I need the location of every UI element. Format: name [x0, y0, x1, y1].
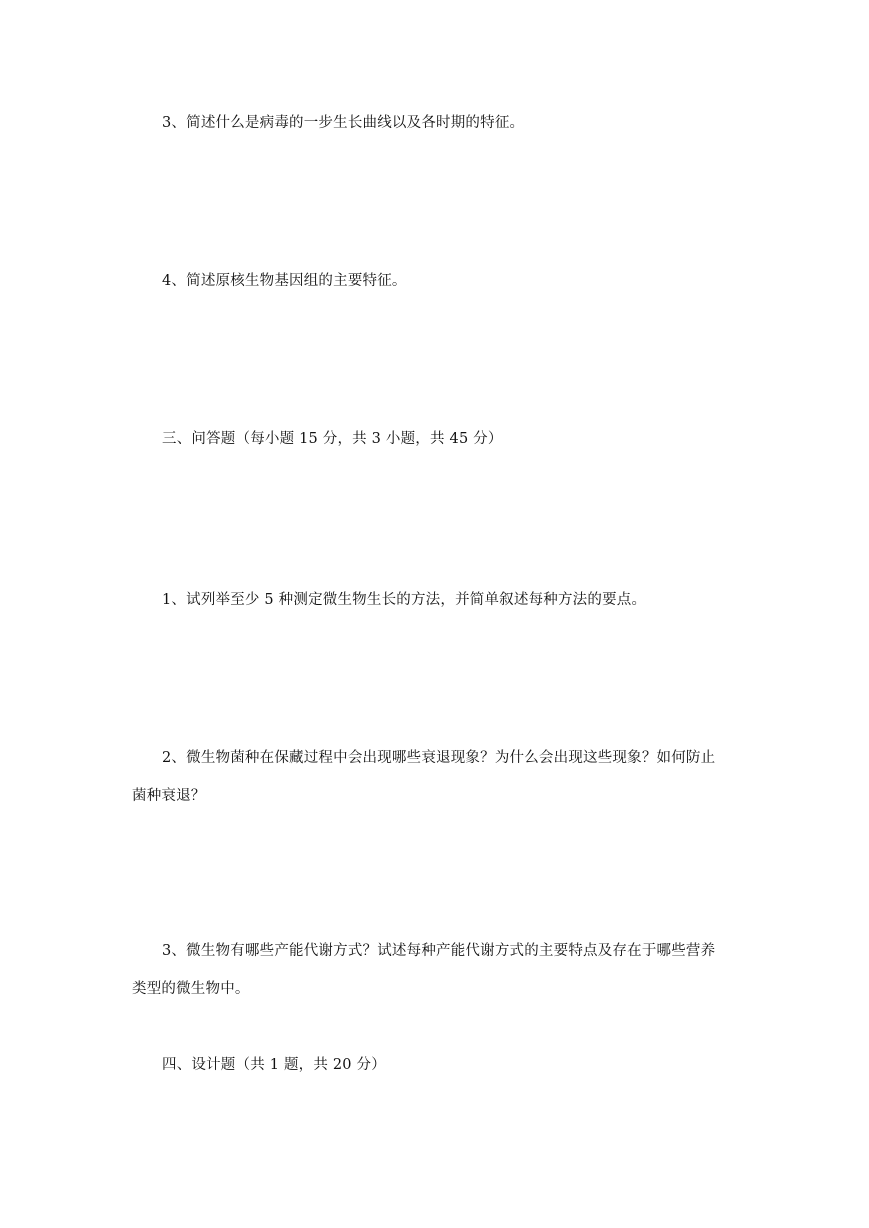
question-4-short-answer: 4、简述原核生物基因组的主要特征。 [162, 273, 407, 289]
section-3-question-2-line-1: 2、微生物菌种在保藏过程中会出现哪些衰退现象？为什么会出现这些现象？如何防止 [162, 750, 716, 766]
section-3-question-2-line-2: 菌种衰退？ [132, 788, 206, 804]
section-4-heading: 四、设计题（共 1 题，共 20 分） [162, 1057, 386, 1073]
section-3-question-3-line-1: 3、微生物有哪些产能代谢方式？试述每种产能代谢方式的主要特点及存在于哪些营养 [162, 943, 716, 959]
section-3-heading: 三、问答题（每小题 15 分，共 3 小题，共 45 分） [162, 431, 503, 447]
section-3-question-3-line-2: 类型的微生物中。 [132, 981, 250, 997]
question-3-short-answer: 3、简述什么是病毒的一步生长曲线以及各时期的特征。 [162, 115, 525, 131]
section-3-question-1: 1、试列举至少 5 种测定微生物生长的方法，并简单叙述每种方法的要点。 [162, 592, 647, 608]
